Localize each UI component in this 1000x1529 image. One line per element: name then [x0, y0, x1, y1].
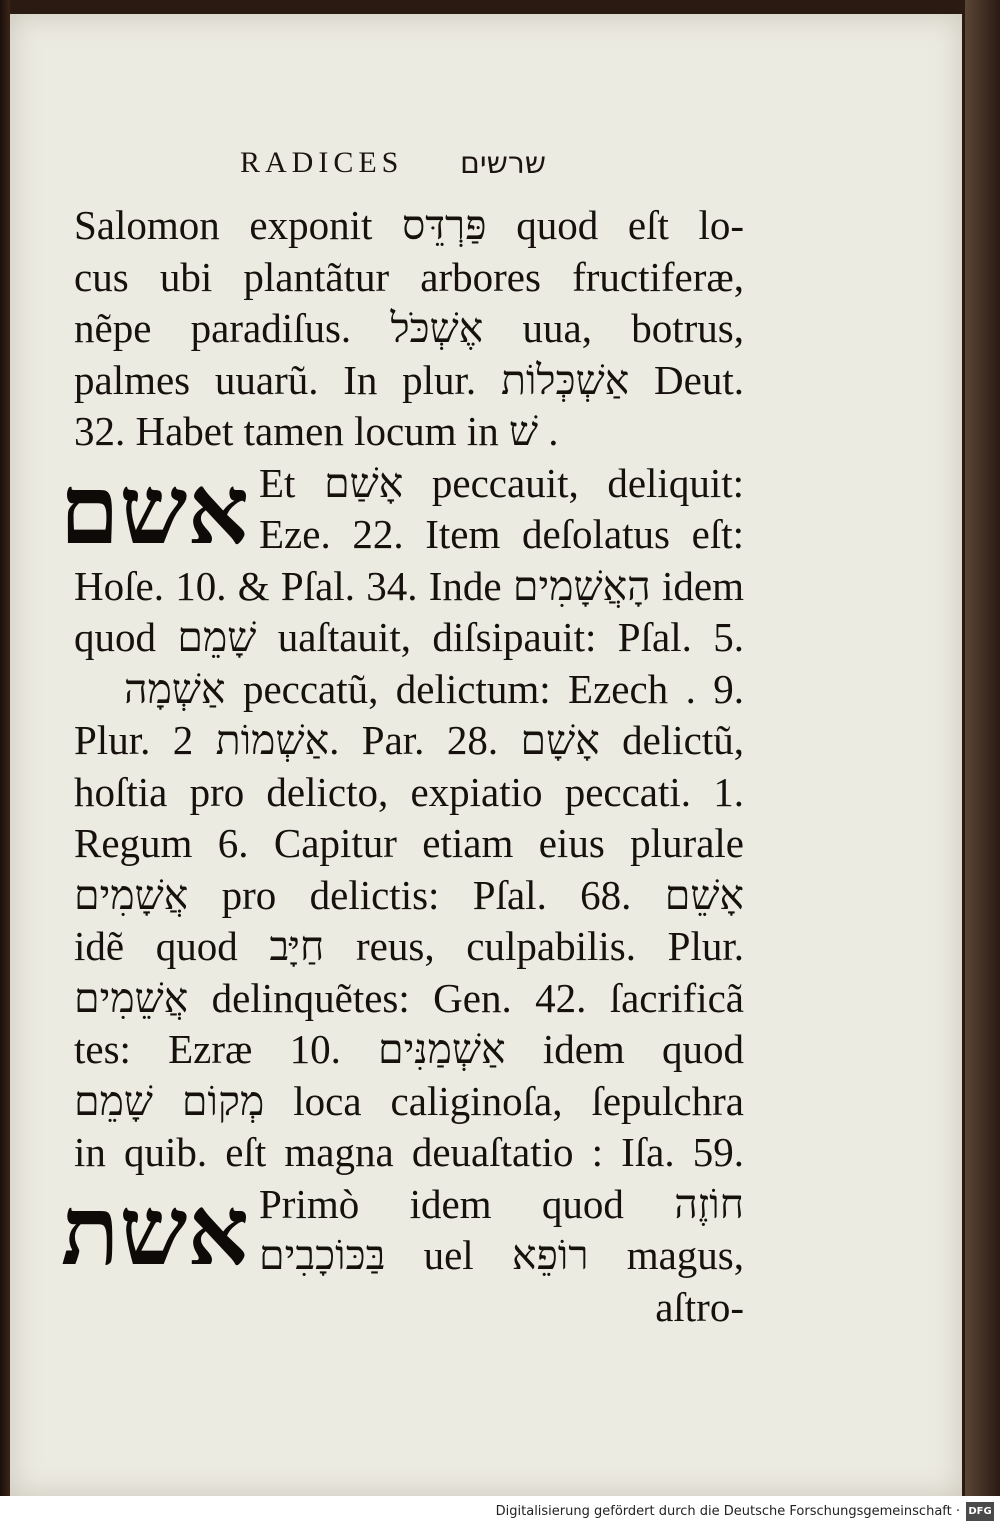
text-line: quod שָׁמֵם uaſtauit, diſsipauit: Pſal. 5.	[74, 614, 744, 660]
text-line: cus ubi plantãtur arbores fructiferæ,	[74, 253, 744, 300]
running-head-latin: RADICES	[240, 146, 404, 179]
text-line: Salomon exponit פַּרְדֵּס quod eſt lo-	[74, 202, 744, 248]
catchword: aſtro-	[655, 1283, 744, 1330]
book-fore-edge	[965, 0, 1000, 1510]
book-page	[10, 14, 962, 1496]
entry-asham	[59, 452, 744, 1179]
text-line: 32. Habet tamen locum in שׁ .	[74, 408, 559, 454]
footer-credit: Digitalisierung gefördert durch die Deutsche Forschungsgemeinschaft ·	[495, 1504, 960, 1519]
text-line: tes: Ezræ 10. אַשְׁמַנִּים idem quod	[74, 1026, 744, 1072]
running-head	[70, 146, 790, 196]
text-line: palmes uuarũ. In plur. אַשְׁכְּלוֹת Deut.	[74, 356, 744, 403]
running-head-hebrew: שרשים	[460, 146, 547, 181]
digitization-footer	[0, 1496, 1000, 1529]
text-line: בַּכּוֹכָבִים uel רוֹפֵא magus,	[259, 1232, 744, 1278]
headword-large: אשת	[60, 1173, 249, 1287]
page-body	[59, 200, 744, 1333]
text-line: Et אָשַׁם peccauit, deliquit:	[259, 459, 744, 506]
text-line: hoſtia pro delicto, expiatio peccati. 1.	[74, 768, 744, 815]
text-line: nẽpe paradiſus. אֶשְׁכֹּל uua, botrus,	[74, 305, 744, 351]
text-line: idẽ quod חַיָּב reus, culpabilis. Plur.	[74, 923, 744, 969]
text-line: Hoſe. 10. & Pſal. 34. Inde הָאֲשָׁמִים idem	[74, 562, 744, 609]
text-line: מְקוֹם שָׁמֵם loca caliginoſa, ſepulchra	[74, 1077, 744, 1124]
text-line: Primò idem quod חוֹזֶה	[259, 1180, 744, 1227]
dfg-logo: DFG	[966, 1502, 994, 1521]
text-line: אַשְׁמָה peccatũ, delictum: Ezech . 9.	[124, 665, 744, 712]
text-line: in quib. eſt magna deuaſtatio : Iſa. 59.	[74, 1129, 744, 1175]
text-line: Plur. אַשְׁמוֹת 2. Par. 28. אָשָׁם delictũ,	[74, 717, 744, 763]
text-line: אֲשָׁמִים pro delictis: Pſal. 68. אָשֵׁם	[74, 871, 744, 918]
text-line: Eze. 22. Item deſolatus eſt:	[259, 511, 744, 557]
text-line: Regum 6. Capitur etiam eius plurale	[74, 820, 744, 866]
headword-large: אשם	[59, 452, 249, 566]
entry-ashat	[60, 1173, 744, 1334]
book-spine-edge	[0, 0, 10, 1529]
text-line: אֲשֵׁמִים delinquẽtes: Gen. 42. ſacrificã	[74, 974, 744, 1021]
